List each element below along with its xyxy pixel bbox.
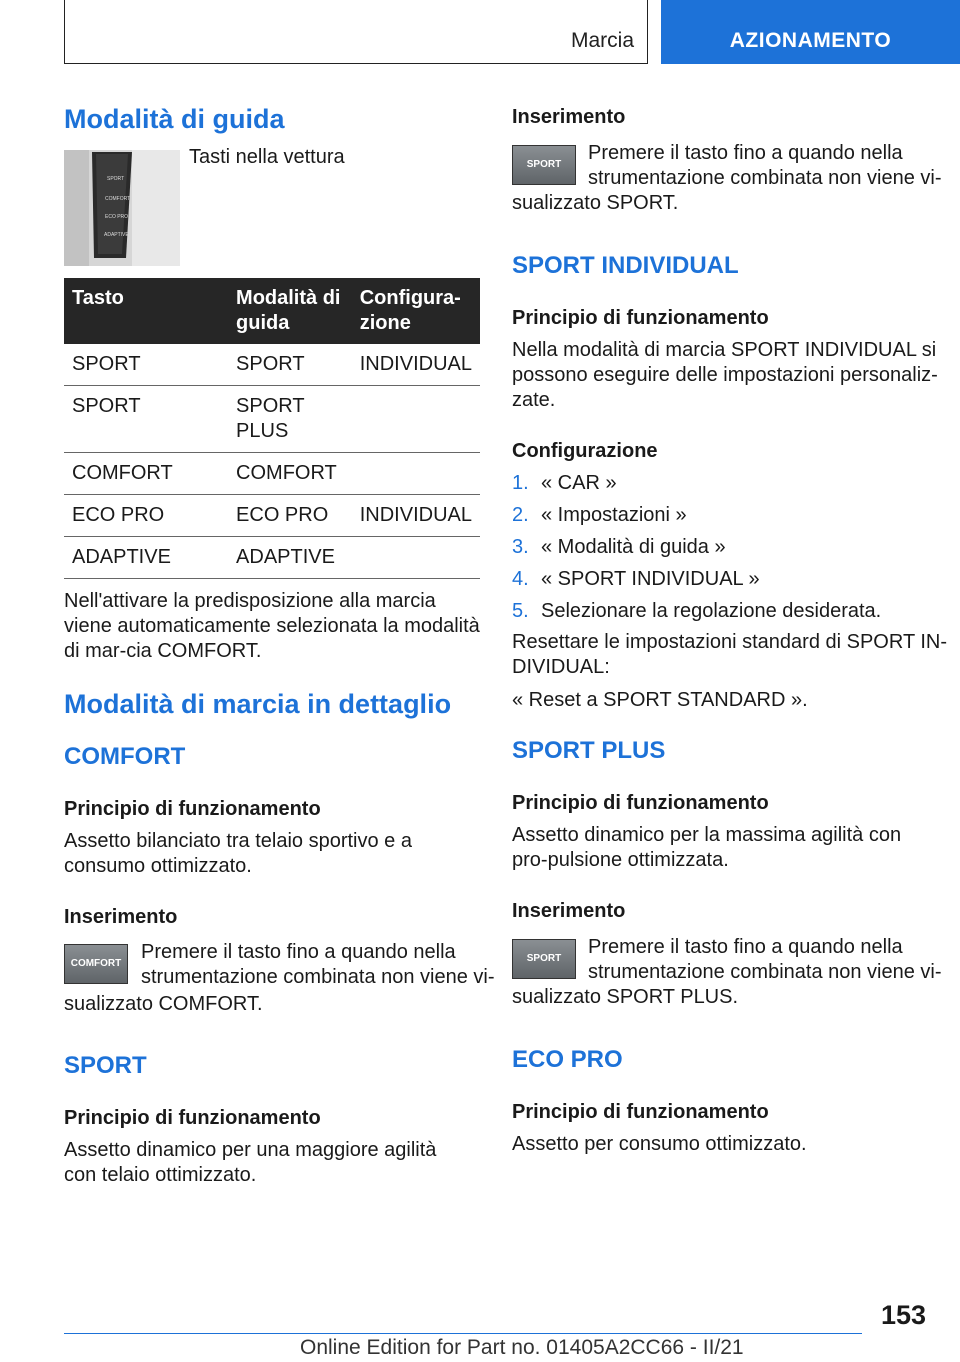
step-number: 4. — [512, 568, 529, 590]
config-heading: Configurazione — [512, 440, 658, 462]
sport-insert-line2: strumentazione combinata non viene vi- — [588, 167, 942, 189]
photo-label-sport: SPORT — [107, 176, 125, 182]
comfort-insert-line3: sualizzato COMFORT. — [64, 993, 263, 1015]
sport-plus-principle-heading: Principio di funzionamento — [512, 792, 769, 814]
detail-title: Modalità di marcia in dettaglio — [64, 689, 452, 719]
page-title: Modalità di guida — [64, 104, 285, 134]
reset-command: « Reset a SPORT STANDARD ». — [512, 689, 808, 711]
step-number: 2. — [512, 504, 529, 526]
step-number: 3. — [512, 536, 529, 558]
comfort-title: COMFORT — [64, 743, 186, 770]
table-header-cell: Tasto — [64, 278, 228, 344]
eco-pro-principle-heading: Principio di funzionamento — [512, 1101, 769, 1123]
table-cell — [352, 453, 480, 495]
step-text: Selezionare la regolazione desiderata. — [541, 600, 882, 622]
sport-button-icon: SPORT — [512, 145, 576, 185]
drive-mode-table — [64, 278, 480, 579]
table-row — [64, 344, 480, 386]
step-text: « Modalità di guida » — [541, 536, 726, 558]
comfort-insert-line2: strumentazione combinata non viene vi- — [141, 966, 495, 988]
comfort-principle-heading: Principio di funzionamento — [64, 798, 321, 820]
comfort-insert-line1: Premere il tasto fino a quando nella — [141, 941, 456, 963]
page-number: 153 — [880, 1300, 926, 1330]
sport-plus-insert-line3: sualizzato SPORT PLUS. — [512, 986, 739, 1008]
sport-individual-principle: Nella modalità di marcia SPORT INDIVIDUAL si possono eseguire delle impostazioni personaliz-zate. — [512, 339, 938, 411]
sport-principle-heading: Principio di funzionamento — [64, 1107, 321, 1129]
table-cell: ADAPTIVE — [64, 537, 228, 579]
note-paragraph: Nell'attivare la predisposizione alla marcia viene automaticamente selezionata la modalità di mar-cia COMFORT. — [64, 590, 480, 662]
sport-individual-title: SPORT INDIVIDUAL — [512, 252, 739, 279]
sport-plus-insert-line2: strumentazione combinata non viene vi- — [588, 961, 942, 983]
comfort-button-icon: COMFORT — [64, 944, 128, 984]
photo-label-eco-pro: ECO PRO — [105, 214, 129, 220]
sport-insert-heading: Inserimento — [512, 106, 626, 128]
table-cell: SPORT — [64, 386, 228, 453]
sport-insert-line3: sualizzato SPORT. — [512, 192, 679, 214]
sport-plus-title: SPORT PLUS — [512, 737, 666, 764]
photo-label-comfort: COMFORT — [105, 196, 131, 202]
table-header-cell: Modalità di guida — [228, 278, 352, 344]
table-header-cell: Configura-zione — [352, 278, 480, 344]
sport-plus-button-icon: SPORT — [512, 939, 576, 979]
sport-insert-line1: Premere il tasto fino a quando nella — [588, 142, 903, 164]
table-row — [64, 537, 480, 579]
photo-caption: Tasti nella vettura — [189, 146, 345, 168]
chapter-title: AZIONAMENTO — [729, 29, 892, 52]
table-cell: ECO PRO — [228, 495, 352, 537]
sport-plus-principle: Assetto dinamico per la massima agilità con pro-pulsione ottimizzata. — [512, 824, 902, 871]
comfort-insert-heading: Inserimento — [64, 906, 178, 928]
table-row — [64, 386, 480, 453]
sport-individual-principle-heading: Principio di funzionamento — [512, 307, 769, 329]
table-cell: INDIVIDUAL — [352, 495, 480, 537]
table-row — [64, 495, 480, 537]
table-cell: INDIVIDUAL — [352, 344, 480, 386]
step-number: 1. — [512, 472, 529, 494]
comfort-principle: Assetto bilanciato tra telaio sportivo e a consumo ottimizzato. — [64, 830, 412, 877]
table-cell: COMFORT — [228, 453, 352, 495]
step-text: « CAR » — [541, 472, 617, 494]
eco-pro-title: ECO PRO — [512, 1046, 623, 1073]
sport-plus-insert-line1: Premere il tasto fino a quando nella — [588, 936, 903, 958]
table-cell: SPORT — [64, 344, 228, 386]
sport-principle: Assetto dinamico per una maggiore agilità con telaio ottimizzato. — [64, 1139, 437, 1186]
edition-note: Online Edition for Part no. 01405A2CC66 - II/21 — [300, 1336, 744, 1359]
table-cell: ECO PRO — [64, 495, 228, 537]
reset-instructions: Resettare le impostazioni standard di SPORT IN-DIVIDUAL: — [512, 631, 948, 678]
table-header-row — [64, 278, 480, 344]
table-cell: SPORT — [228, 344, 352, 386]
table-cell: COMFORT — [64, 453, 228, 495]
sport-plus-insert-heading: Inserimento — [512, 900, 626, 922]
eco-pro-principle: Assetto per consumo ottimizzato. — [512, 1133, 807, 1155]
sport-title: SPORT — [64, 1052, 147, 1079]
step-text: « Impostazioni » — [541, 504, 687, 526]
table-row — [64, 453, 480, 495]
drive-mode-buttons-photo — [64, 150, 180, 266]
step-number: 5. — [512, 600, 529, 622]
table-cell: SPORT PLUS — [228, 386, 352, 453]
header-box — [64, 0, 648, 64]
step-text: « SPORT INDIVIDUAL » — [541, 568, 760, 590]
chapter-tab — [661, 0, 960, 64]
footer-divider — [64, 1333, 862, 1334]
table-cell — [352, 537, 480, 579]
photo-label-adaptive: ADAPTIVE — [104, 232, 129, 238]
table-cell — [352, 386, 480, 453]
section-title: Marcia — [570, 29, 634, 52]
table-cell: ADAPTIVE — [228, 537, 352, 579]
